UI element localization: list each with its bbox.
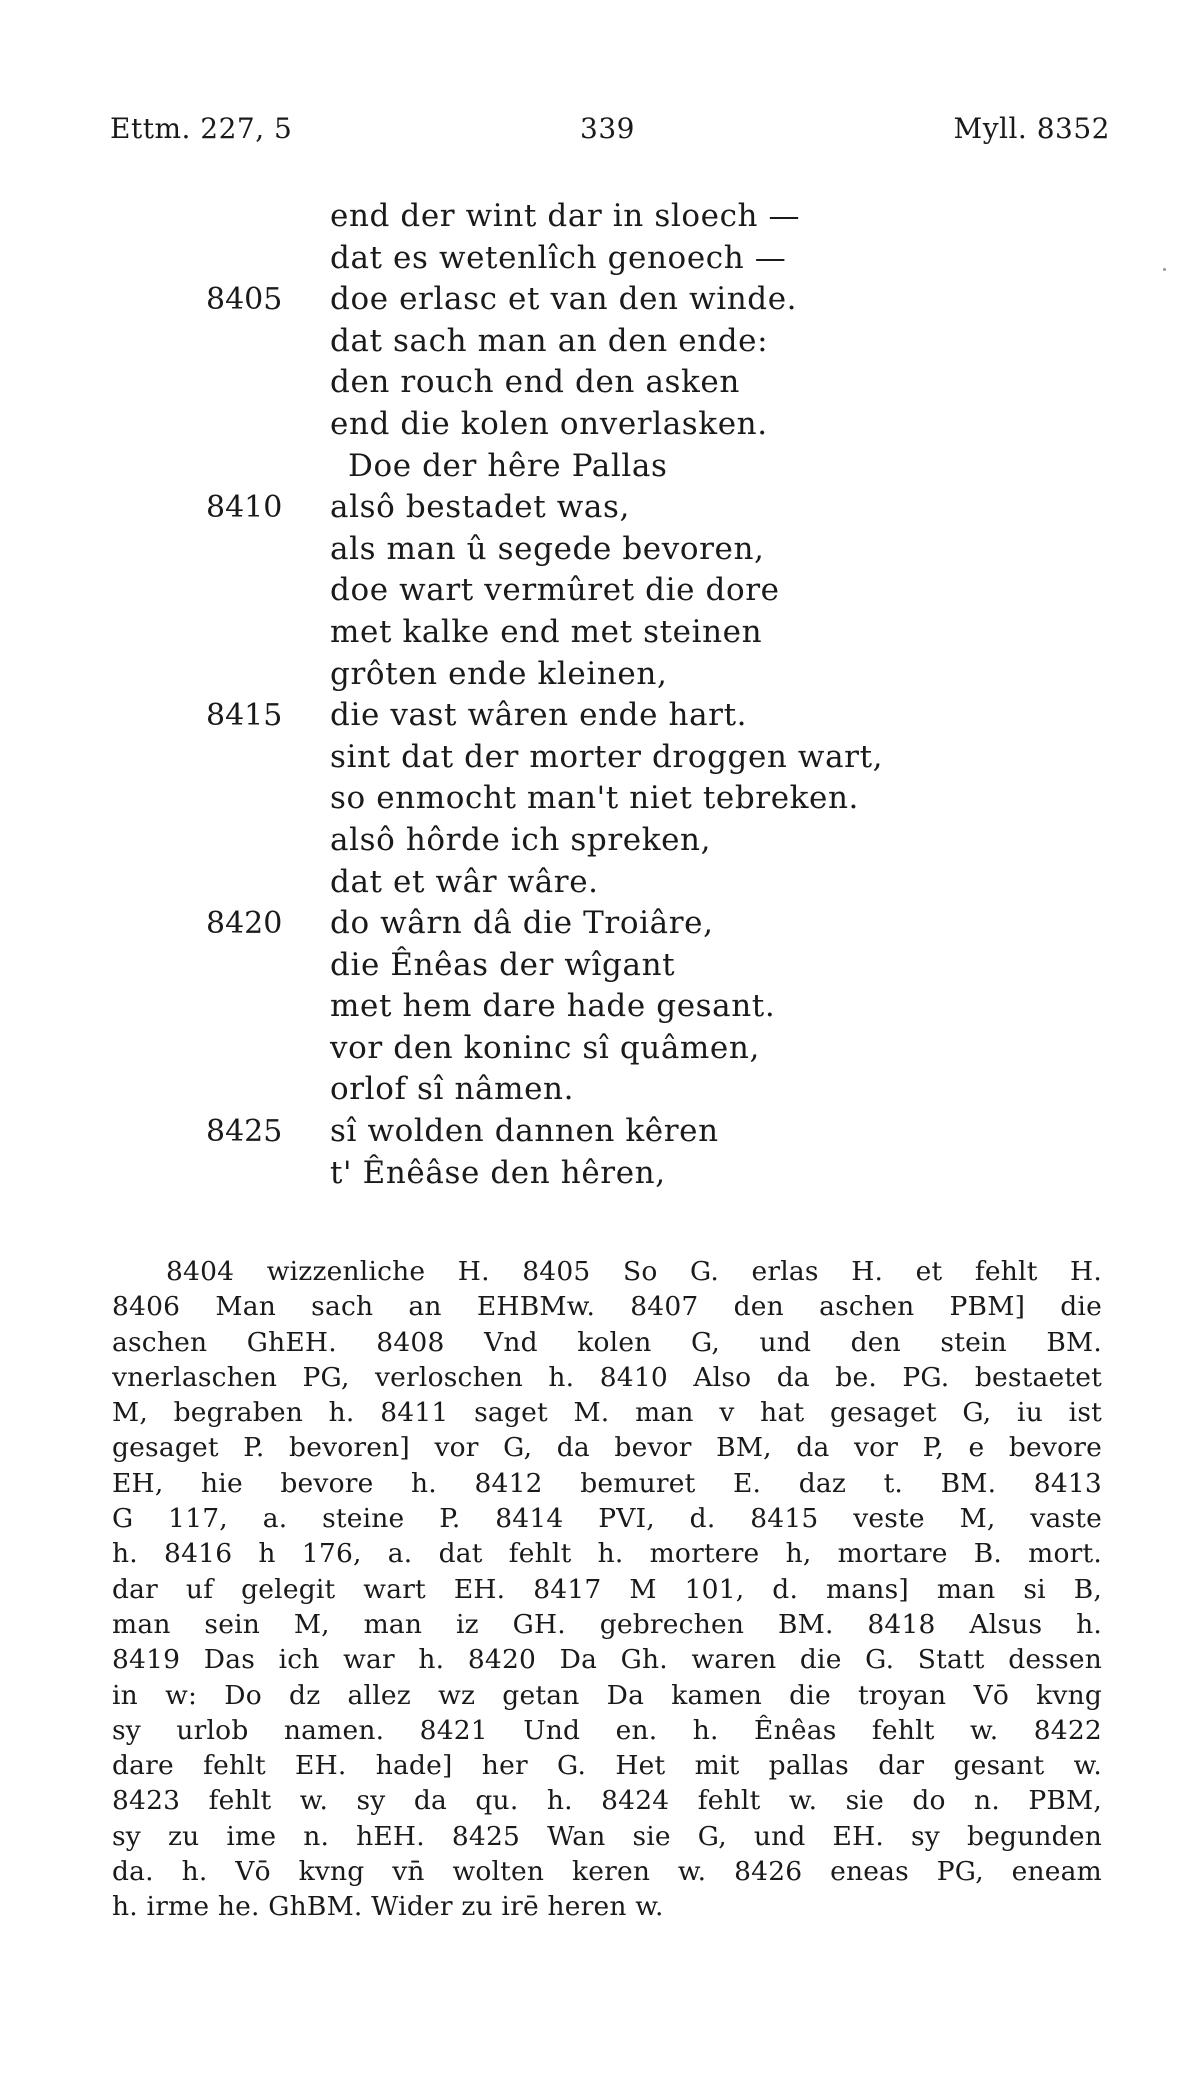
- verse-text: met kalke end met steinen: [330, 613, 763, 650]
- apparatus-line: 8406 Man sach an EHBMw. 8407 den aschen PBM] die: [112, 1291, 1102, 1323]
- header-right-reference: Myll. 8352: [953, 112, 1110, 145]
- verse-line: [0, 1069, 1200, 1111]
- verse-line: [0, 570, 1200, 612]
- apparatus-line: man sein M, man iz GH. gebrechen BM. 8418 Alsus h.: [112, 1608, 1102, 1640]
- header-left-reference: Ettm. 227, 5: [110, 112, 293, 145]
- apparatus-line: M, begraben h. 8411 saget M. man v hat gesaget G, iu ist: [112, 1397, 1102, 1429]
- running-header: [110, 112, 1110, 152]
- verse-line: [0, 945, 1200, 987]
- apparatus-line: 8423 fehlt w. sy da qu. h. 8424 fehlt w. sie do n. PBM,: [112, 1785, 1102, 1817]
- verse-text: die Ênêas der wîgant: [330, 946, 676, 983]
- apparatus-line: EH, hie bevore h. 8412 bemuret E. daz t. BM. 8413: [112, 1467, 1102, 1499]
- verse-text: end die kolen onverlasken.: [330, 405, 768, 442]
- verse-text: vor den koninc sî quâmen,: [330, 1029, 760, 1066]
- verse-text: die vast wâren ende hart.: [330, 697, 748, 734]
- verse-line: [0, 487, 1200, 529]
- verse-line: [0, 279, 1200, 321]
- verse-text: den rouch end den asken: [330, 364, 740, 401]
- verse-text: Doe der hêre Pallas: [348, 447, 668, 484]
- verse-line: [0, 903, 1200, 945]
- page-number: 339: [580, 112, 635, 145]
- verse-line: [0, 778, 1200, 820]
- verse-text: grôten ende kleinen,: [330, 655, 668, 692]
- verse-line: [0, 529, 1200, 571]
- verse-line: [0, 820, 1200, 862]
- apparatus-line: 8419 Das ich war h. 8420 Da Gh. waren die G. Statt dessen: [112, 1644, 1102, 1676]
- verse-line: [0, 612, 1200, 654]
- verse-line: [0, 446, 1200, 488]
- verse-text: met hem dare hade gesant.: [330, 988, 776, 1025]
- verse-line: [0, 737, 1200, 779]
- apparatus-line: dar uf gelegit wart EH. 8417 M 101, d. mans] man si B,: [112, 1573, 1102, 1605]
- verse-text: sint dat der morter droggen wart,: [330, 738, 884, 775]
- verse-text: t' Ênêâse den hêren,: [330, 1154, 666, 1191]
- verse-text: orlof sî nâmen.: [330, 1071, 575, 1108]
- verse-number: 8410: [206, 490, 283, 526]
- verse-text: als man û segede bevoren,: [330, 530, 765, 567]
- verse-line: [0, 362, 1200, 404]
- verse-line: [0, 862, 1200, 904]
- verse-text: alsô hôrde ich spreken,: [330, 821, 712, 858]
- verse-text: end der wint dar in sloech —: [330, 198, 801, 234]
- verse-text: dat es wetenlîch genoech —: [330, 239, 787, 276]
- apparatus-line: gesaget P. bevoren] vor G, da bevor BM, da vor P, e bevore: [112, 1432, 1102, 1464]
- verse-text: doe wart vermûret die dore: [330, 572, 780, 609]
- verse-line: [0, 404, 1200, 446]
- verse-text: doe erlasc et van den winde.: [330, 281, 798, 318]
- verse-block: [0, 196, 1200, 1194]
- verse-line: [0, 321, 1200, 363]
- apparatus-line: dare fehlt EH. hade] her G. Het mit pallas dar gesant w.: [112, 1750, 1102, 1782]
- verse-text: alsô bestadet was,: [330, 489, 630, 526]
- apparatus-line: vnerlaschen PG, verloschen h. 8410 Also da be. PG. bestaetet: [112, 1361, 1102, 1393]
- verse-text: so enmocht man't niet tebreken.: [330, 780, 860, 817]
- verse-line: [0, 986, 1200, 1028]
- apparatus-line: da. h. Vō kvng vn̄ wolten keren w. 8426 eneas PG, eneam: [112, 1856, 1102, 1888]
- verse-line: [0, 238, 1200, 280]
- verse-line: [0, 1153, 1200, 1195]
- verse-number: 8425: [206, 1114, 283, 1150]
- apparatus-line: aschen GhEH. 8408 Vnd kolen G, und den stein BM.: [112, 1326, 1102, 1358]
- apparatus-line: sy urlob namen. 8421 Und en. h. Ênêas fehlt w. 8422: [112, 1714, 1102, 1746]
- verse-line: [0, 695, 1200, 737]
- verse-text: dat et wâr wâre.: [330, 863, 599, 900]
- verse-text: do wârn dâ die Troiâre,: [330, 905, 714, 942]
- margin-speck: [1163, 268, 1166, 271]
- apparatus-line: h. 8416 h 176, a. dat fehlt h. mortere h, mortare B. mort.: [112, 1538, 1102, 1570]
- verse-number: 8405: [206, 282, 283, 318]
- verse-line: [0, 654, 1200, 696]
- apparatus-line: sy zu ime n. hEH. 8425 Wan sie G, und EH. sy begunden: [112, 1820, 1102, 1852]
- apparatus-line: h. irme he. GhBM. Wider zu irē heren w.: [112, 1891, 664, 1923]
- verse-line: [0, 1111, 1200, 1153]
- apparatus-line: G 117, a. steine P. 8414 PVI, d. 8415 veste M, vaste: [112, 1503, 1102, 1535]
- verse-line: [0, 196, 1200, 238]
- verse-text: dat sach man an den ende:: [330, 322, 769, 359]
- verse-text: sî wolden dannen kêren: [330, 1113, 719, 1150]
- critical-apparatus: [112, 1254, 1102, 1925]
- verse-line: [0, 1028, 1200, 1070]
- apparatus-line: 8404 wizzenliche H. 8405 So G. erlas H. et fehlt H.: [166, 1256, 1102, 1287]
- verse-number: 8415: [206, 698, 283, 734]
- verse-number: 8420: [206, 906, 283, 942]
- apparatus-line: in w: Do dz allez wz getan Da kamen die troyan Vō kvng: [112, 1679, 1102, 1711]
